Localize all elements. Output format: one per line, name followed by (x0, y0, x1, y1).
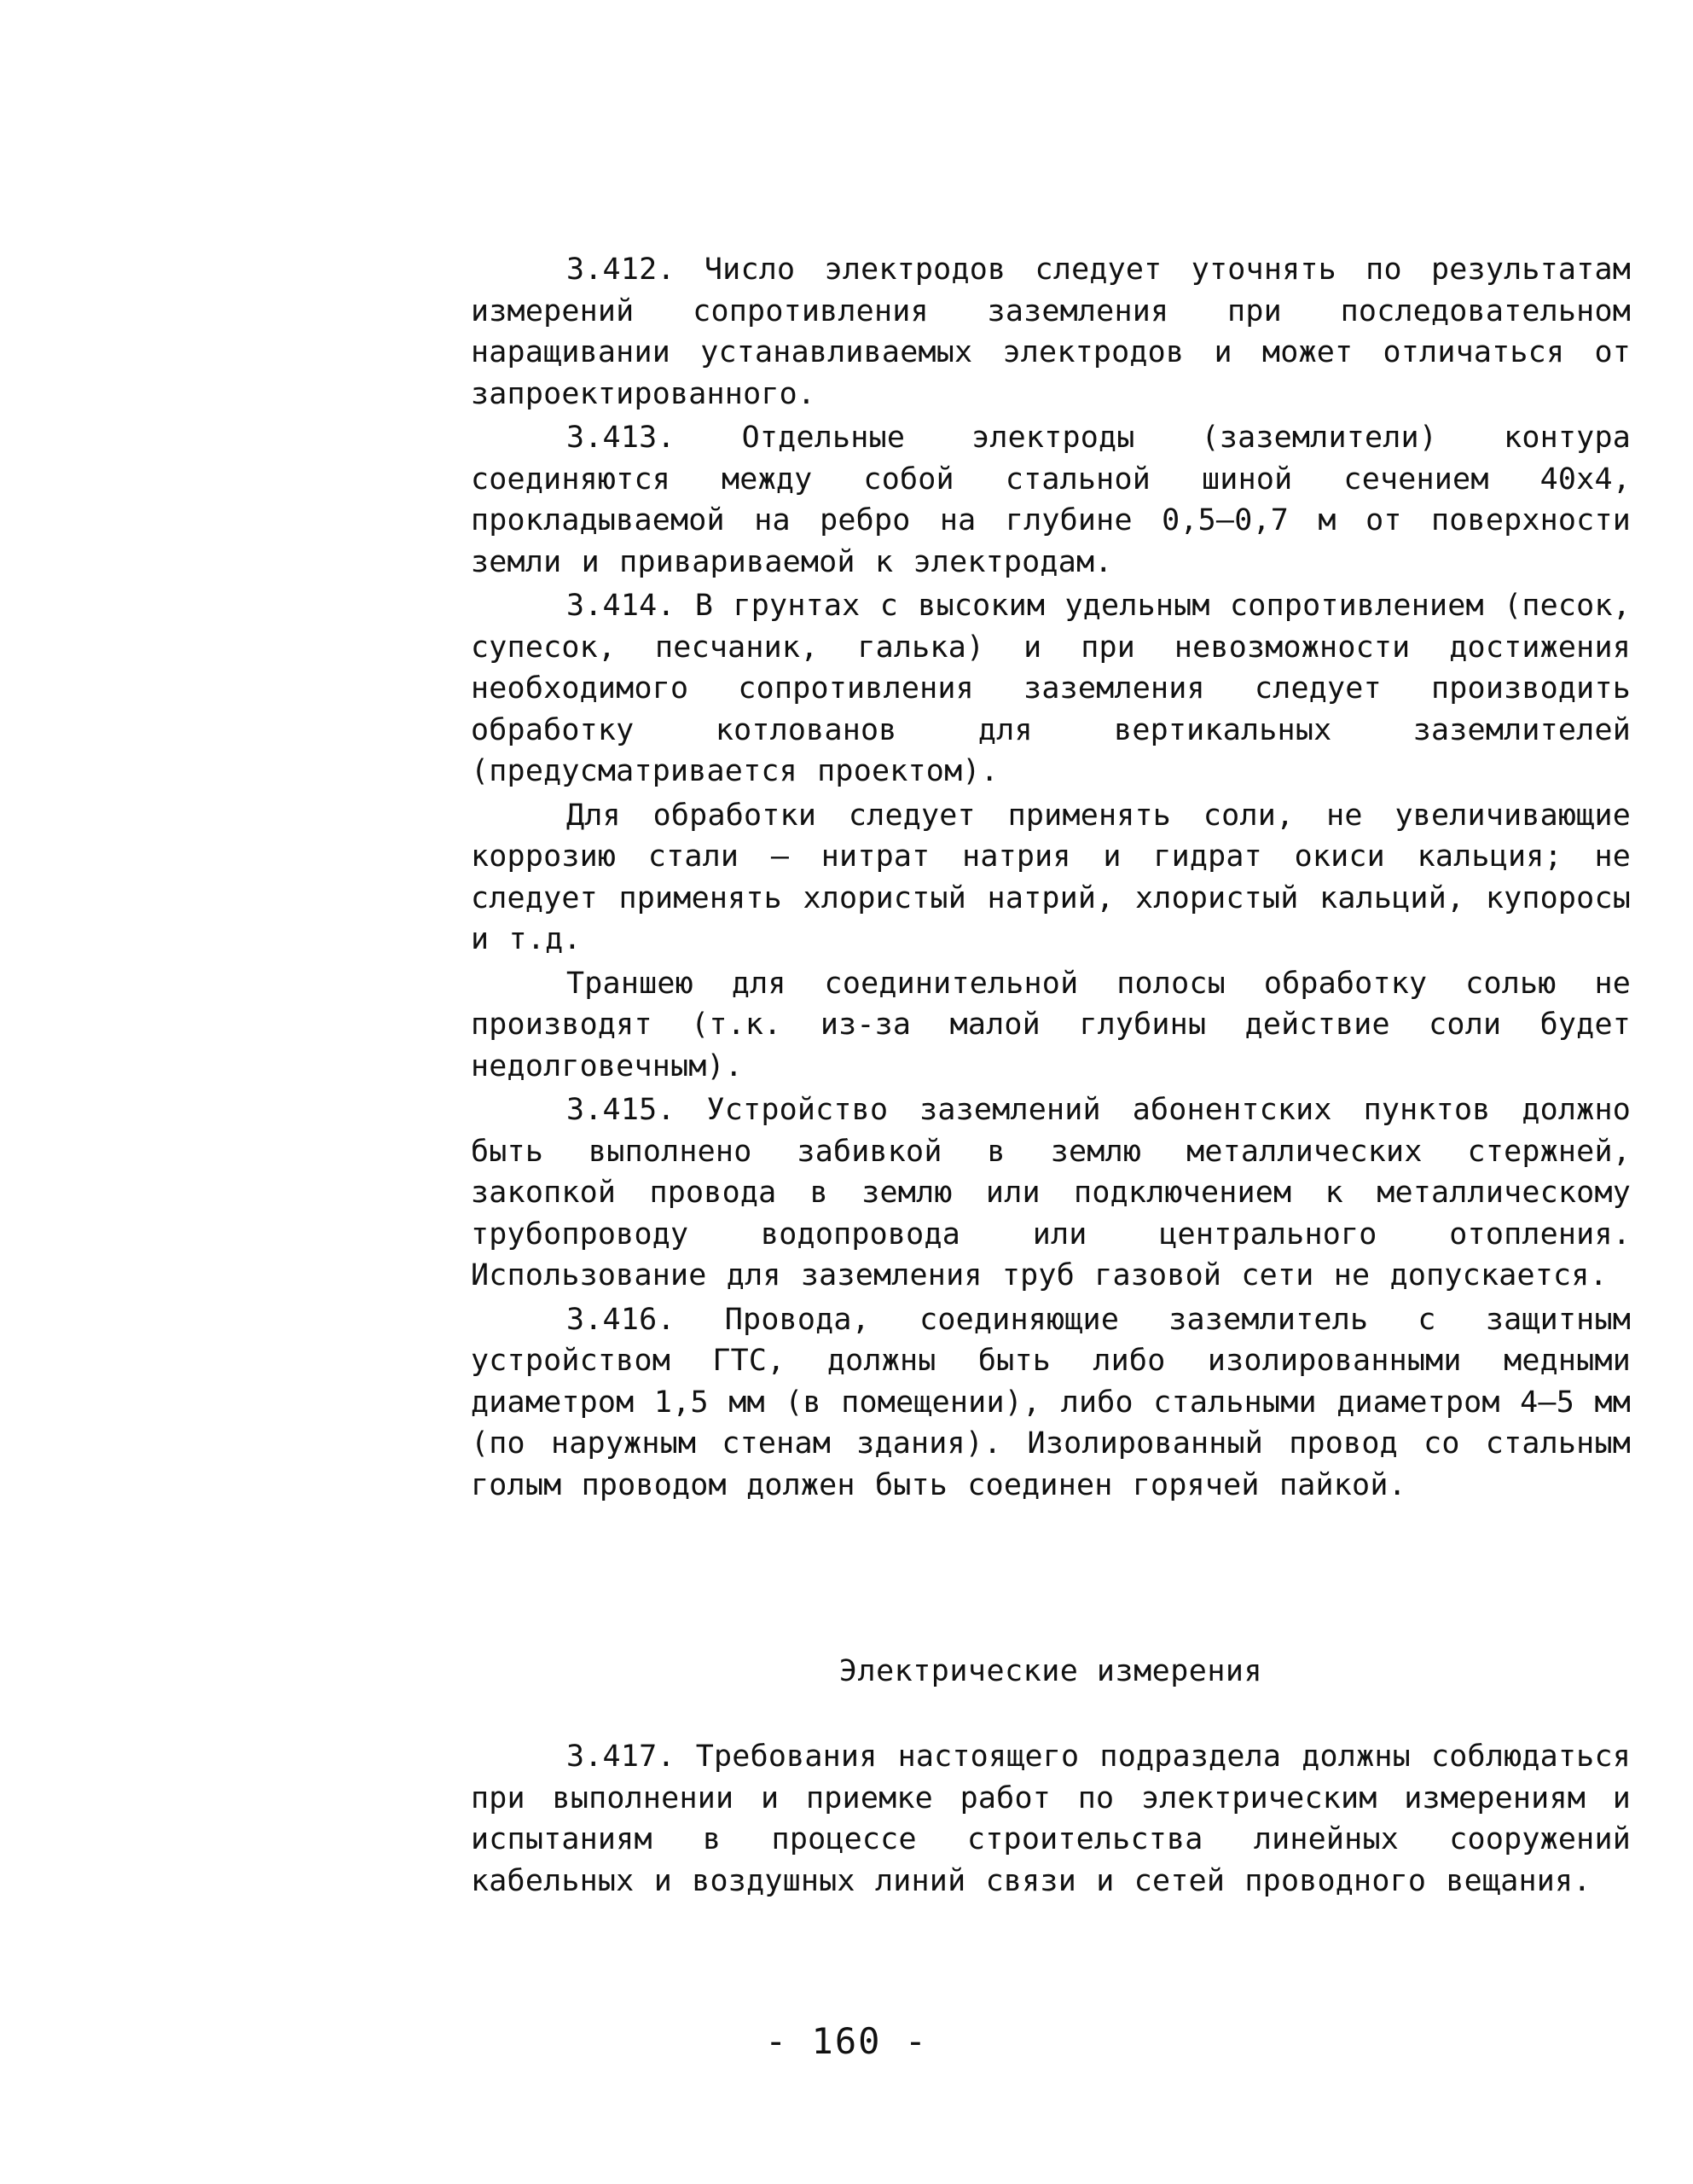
paragraph-3-417: 3.417. Требования настоящего подраздела должны соблюдаться при выполнении и приемке работ по электрическим измерениям и испытаниям в процессе строительства линейных сооружений кабельных и воздушных линий связи и сетей проводного вещания. (471, 1740, 1631, 1898)
paragraph-trench: Траншею для соединительной полосы обработку солью не производят (т.к. из-за малой глубины действие соли будет недолговечным). (471, 966, 1631, 1083)
paragraph-3-414: 3.414. В грунтах с высоким удельным сопротивлением (песок, супесок, песчаник, галька) и при невозможности достижения необходимого сопротивления заземления следует производить обработку котлованов для вертикальных заземлителей (предусматривается проектом). (471, 589, 1631, 788)
page-number: - 160 - (764, 2020, 928, 2062)
paragraph-3-415: 3.415. Устройство заземлений абонентских пунктов должно быть выполнено забивкой в землю металлических стержней, закопкой провода в землю или подключением к металлическому трубопроводу водопровода или центрального отопления. Использование для заземления труб газовой сети не допускается. (471, 1093, 1631, 1292)
paragraph-3-412: 3.412. Число электродов следует уточнять по результатам измерений сопротивления заземления при последовательном наращивании устанавливаемых электродов и может отличаться от запроектированного. (471, 253, 1631, 411)
section-heading: Электрические измерения (838, 1654, 1263, 1688)
main-text-block (471, 249, 1631, 1508)
paragraph-3-413: 3.413. Отдельные электроды (заземлители) контура соединяются между собой стальной шиной сечением 40х4, прокладываемой на ребро на глубине 0,5–0,7 м от поверхности земли и привариваемой к электродам. (471, 421, 1631, 579)
section-text-block (471, 1736, 1631, 1904)
paragraph-salts: Для обработки следует применять соли, не увеличивающие коррозию стали – нитрат натрия и гидрат окиси кальция; не следует применять хлористый натрий, хлористый кальций, купоросы и т.д. (471, 798, 1631, 956)
paragraph-3-416: 3.416. Провода, соединяющие заземлитель с защитным устройством ГТС, должны быть либо изолированными медными диаметром 1,5 мм (в помещении), либо стальными диаметром 4–5 мм (по наружным стенам здания). Изолированный провод со стальным голым проводом должен быть соединен горячей пайкой. (471, 1302, 1631, 1502)
